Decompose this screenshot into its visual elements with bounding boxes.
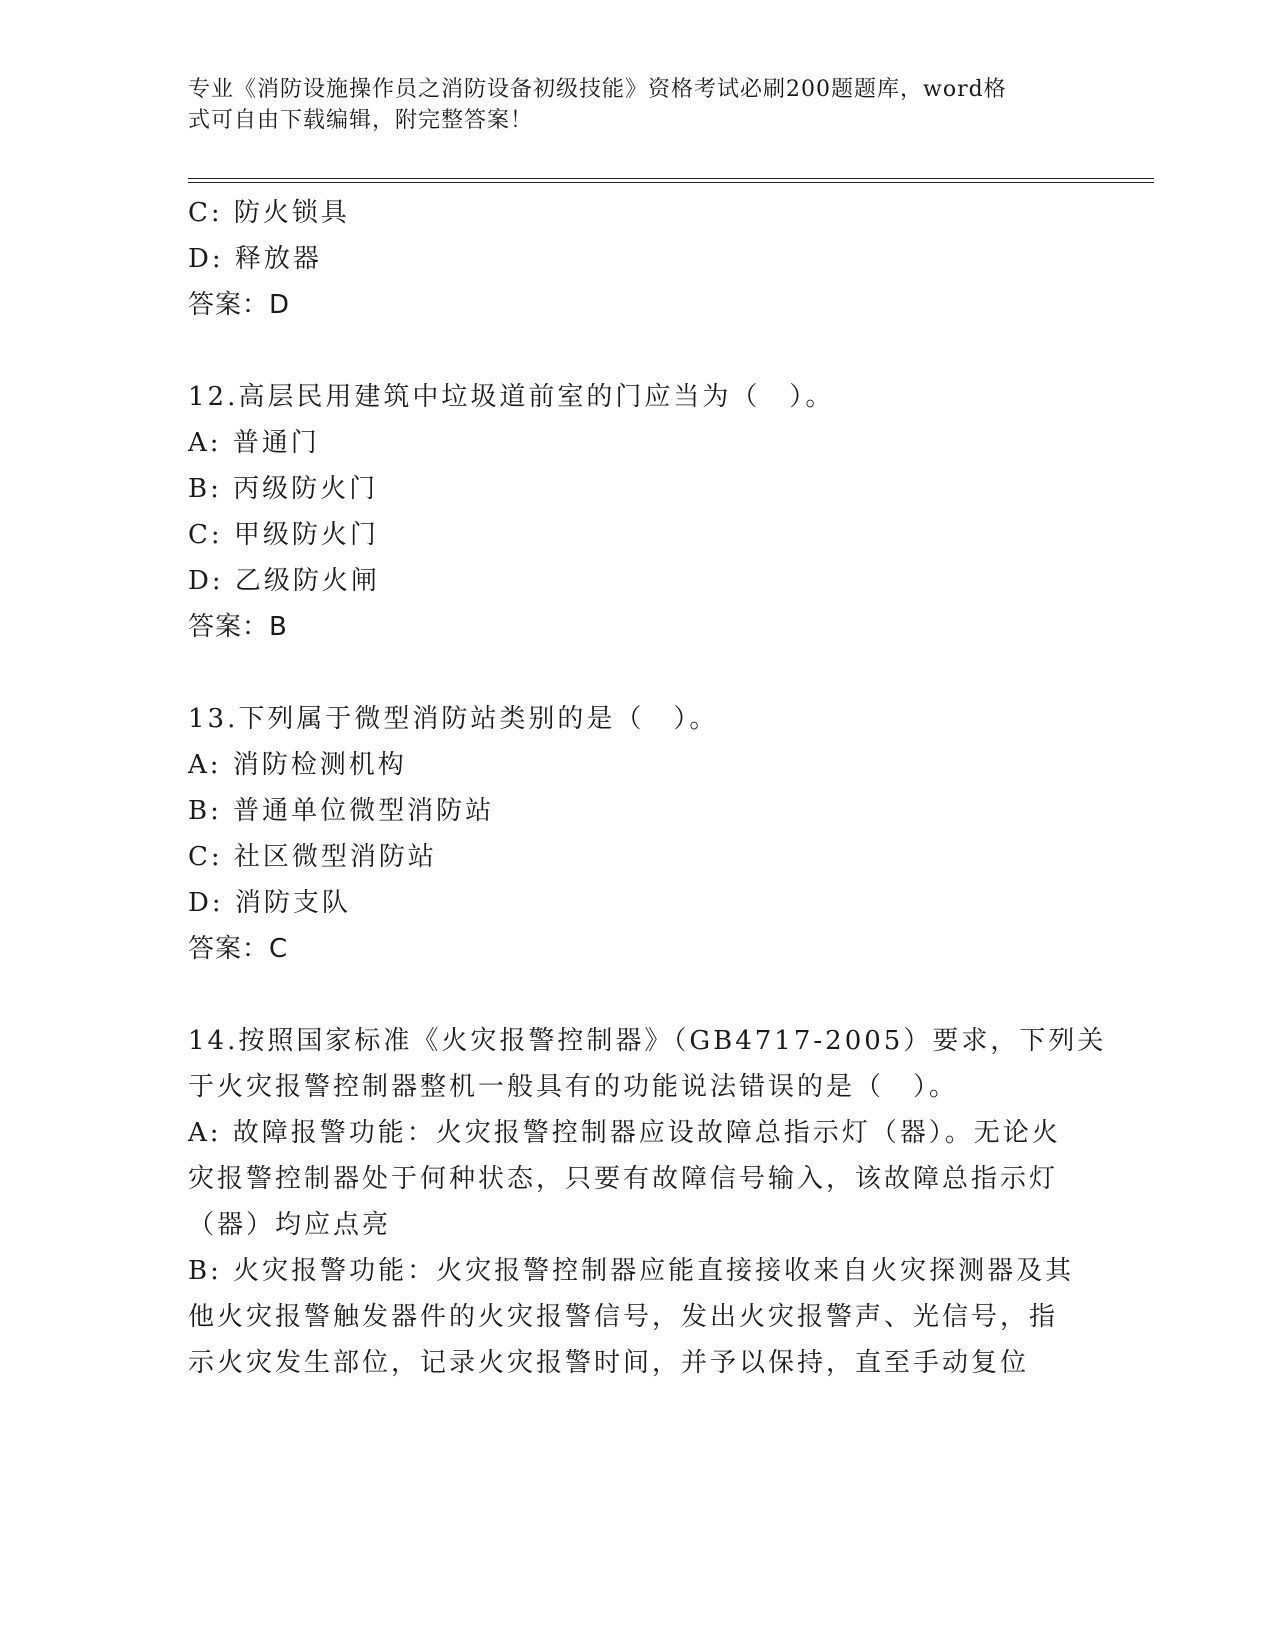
- spacer: [188, 328, 1088, 374]
- option-b-line: B: 火灾报警功能：火灾报警控制器应能直接接收来自火灾探测器及其: [188, 1256, 1075, 1286]
- question-11: [188, 190, 1088, 328]
- option-c: C: 防火锁具: [188, 198, 350, 228]
- header-divider-bottom: [188, 182, 1154, 183]
- spacer: [188, 972, 1088, 1018]
- answer: 答案：D: [188, 290, 291, 320]
- header-line-1: 专业《消防设施操作员之消防设备初级技能》资格考试必刷200题题库，word格: [188, 77, 1007, 102]
- option-b-line: 他火灾报警触发器件的火灾报警信号，发出火灾报警声、光信号，指: [188, 1302, 1059, 1332]
- option-a: A: 普通门: [188, 428, 320, 458]
- option-d: D: 消防支队: [188, 888, 351, 918]
- answer: 答案：C: [188, 934, 289, 964]
- header-divider-top: [188, 178, 1154, 179]
- option-b-line: 示火灾发生部位，记录火灾报警时间，并予以保持，直至手动复位: [188, 1348, 1030, 1378]
- option-a-line: 灾报警控制器处于何种状态，只要有故障信号输入，该故障总指示灯: [188, 1164, 1059, 1194]
- header-line-2: 式可自由下载编辑，附完整答案！: [188, 108, 534, 133]
- question-12: [188, 374, 1088, 650]
- option-a: A: 消防检测机构: [188, 750, 407, 780]
- document-header: [188, 74, 1068, 136]
- question-stem-line: 14.按照国家标准《火灾报警控制器》（GB4717-2005）要求，下列关: [188, 1026, 1107, 1056]
- option-a-line: （器）均应点亮: [188, 1210, 392, 1240]
- option-b: B: 普通单位微型消防站: [188, 796, 495, 826]
- option-d: D: 释放器: [188, 244, 322, 274]
- option-c: C: 社区微型消防站: [188, 842, 437, 872]
- option-d: D: 乙级防火闸: [188, 566, 380, 596]
- question-stem-line: 于火灾报警控制器整机一般具有的功能说法错误的是（ ）。: [188, 1072, 959, 1102]
- question-stem: 12.高层民用建筑中垃圾道前室的门应当为（ ）。: [188, 382, 835, 412]
- question-14: [188, 1018, 1107, 1386]
- question-stem: 13.下列属于微型消防站类别的是（ ）。: [188, 704, 719, 734]
- question-13: [188, 696, 1088, 972]
- option-c: C: 甲级防火门: [188, 520, 379, 550]
- spacer: [188, 650, 1088, 696]
- question-list: [188, 190, 1107, 1386]
- option-a-line: A: 故障报警功能：火灾报警控制器应设故障总指示灯（器）。无论火: [188, 1118, 1061, 1148]
- option-b: B: 丙级防火门: [188, 474, 379, 504]
- answer: 答案：B: [188, 612, 288, 642]
